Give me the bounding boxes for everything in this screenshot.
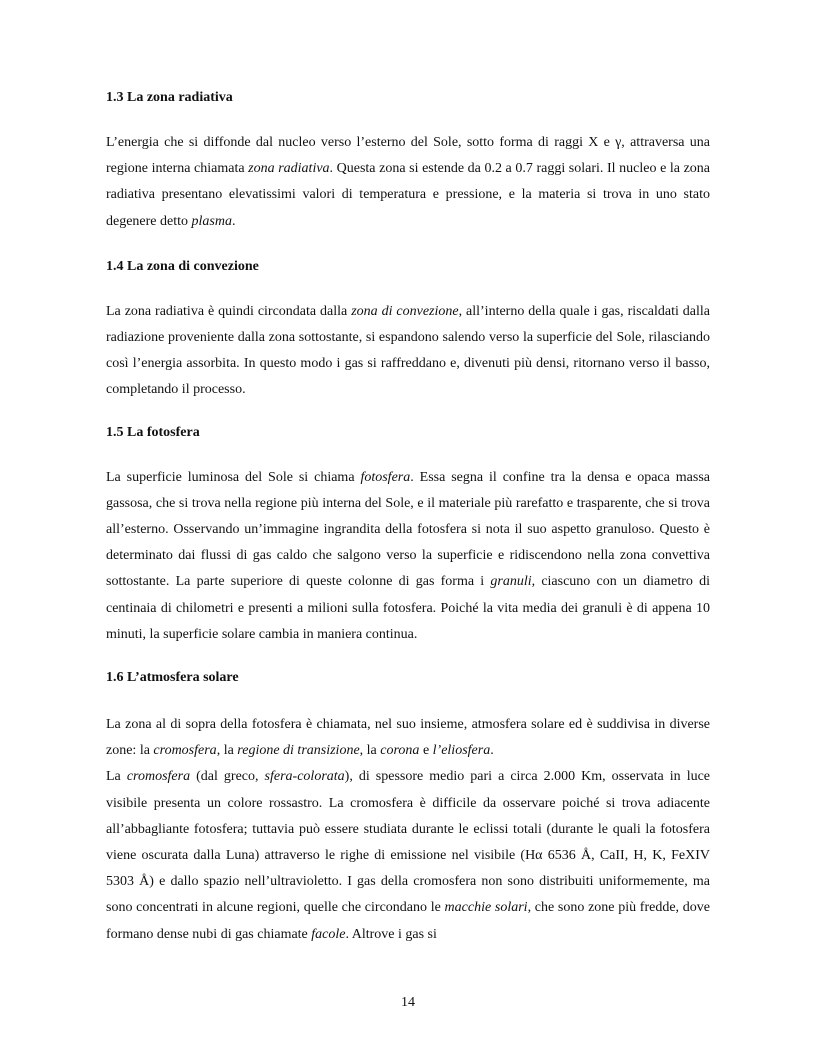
text-run: . <box>490 743 494 759</box>
text-run: L’energia che si diffonde dal nucleo verso l’esterno del Sole, sotto forma di raggi X e γ, attraversa una regione interna chiamata <box>106 135 710 177</box>
italic-term: facole <box>311 926 346 942</box>
text-run: La superficie luminosa del Sole si chiama <box>106 469 361 485</box>
section-1-5-paragraph <box>106 465 710 648</box>
italic-term: l’eliosfera <box>432 743 491 759</box>
text-run: La zona al di sopra della fotosfera è chiamata, nel suo insieme, atmosfera solare ed è suddivisa in diverse zone: la <box>106 717 710 759</box>
section-heading-1-6: 1.6 L’atmosfera solare <box>106 670 239 686</box>
page-number: 14 <box>401 995 415 1010</box>
italic-term: corona <box>380 743 420 759</box>
text-run: e <box>419 743 433 759</box>
text-run: , la <box>359 743 381 759</box>
italic-term: macchie solari <box>444 900 528 916</box>
text-run: , che sono zone più fredde, dove formano dense nubi di gas chiamate <box>106 900 710 942</box>
text-run: . Essa segna il confine tra la densa e opaca massa gassosa, che si trova nella regione più interna del Sole, e il materiale più rarefatto e trasparente, che si trova all’esterno. Osservando un’immagine ingrandita della fotosfera si nota il suo aspetto granuloso. Questo è determinato dai flussi di gas caldo che salgono verso la superficie e ridiscendono nella zona convettiva sottostante. La parte superiore di queste colonne di gas forma i <box>106 469 710 590</box>
document-page <box>106 88 710 948</box>
section-heading-1-3: 1.3 La zona radiativa <box>106 90 233 105</box>
section-heading-1-4: 1.4 La zona di convezione <box>106 258 259 274</box>
section-1-4-paragraph <box>106 299 710 404</box>
section-1-6-paragraph-1 <box>106 712 710 764</box>
italic-term: granuli, <box>490 574 536 590</box>
text-run: ciascuno con un diametro di centinaia di chilometri e presenti a milioni sulla fotosfera. Poiché la vita media dei granuli è di appena 10 minuti, la superficie solare cambia in maniera continua. <box>106 574 711 642</box>
text-run: La zona radiativa è quindi circondata dalla <box>106 303 352 319</box>
italic-term: fotosfera <box>360 469 411 485</box>
section-1-3-paragraph <box>106 130 710 235</box>
text-run: , all’interno della quale i gas, riscaldati dalla radiazione proveniente dalla zona sottostante, si espandono salendo verso la superficie del Sole, rilasciando così l’energia assorbita. In questo modo i gas si raffreddano e, divenuti più densi, ritornano verso il basso, completando il processo. <box>106 303 711 398</box>
italic-term: sfera-colorata <box>264 769 345 785</box>
text-run: , la <box>216 743 238 759</box>
text-run: ), di spessore medio pari a circa 2.000 Km, osservata in luce visibile presenta un colore rossastro. La cromosfera è difficile da osservare poiché si trova adiacente all’abbagliante fotosfera; tuttavia può essere studiata durante le eclissi totali (durante le quali la fotosfera viene oscurata dalla Luna) attraverso le righe di emissione nel visibile (Hα 6536 Å, CaII, H, K, FeXIV 5303 Å) e dallo spazio nell’ultravioletto. I gas della cromosfera non sono distribuiti uniformemente, ma sono concentrati in alcune regioni, quelle che circondano le <box>106 769 711 916</box>
text-run: La <box>106 769 127 785</box>
text-run: (dal greco, <box>190 769 265 785</box>
section-1-6-paragraph-2 <box>106 764 710 947</box>
italic-term: cromosfera <box>126 769 191 785</box>
text-run: . Altrove i gas si <box>345 926 437 942</box>
italic-term: zona radiativa <box>248 161 330 177</box>
italic-term: cromosfera <box>153 743 217 759</box>
italic-term: plasma <box>191 213 232 229</box>
text-run: . Questa zona si estende da 0.2 a 0.7 raggi solari. Il nucleo e la zona radiativa presentano elevatissimi valori di temperatura e pressione, e la materia si trova in uno stato degenere detto <box>106 161 710 229</box>
italic-term: zona di convezione <box>351 303 459 319</box>
italic-term: regione di transizione <box>237 743 360 759</box>
text-run: . <box>231 213 236 229</box>
section-heading-1-5: 1.5 La fotosfera <box>106 424 200 440</box>
